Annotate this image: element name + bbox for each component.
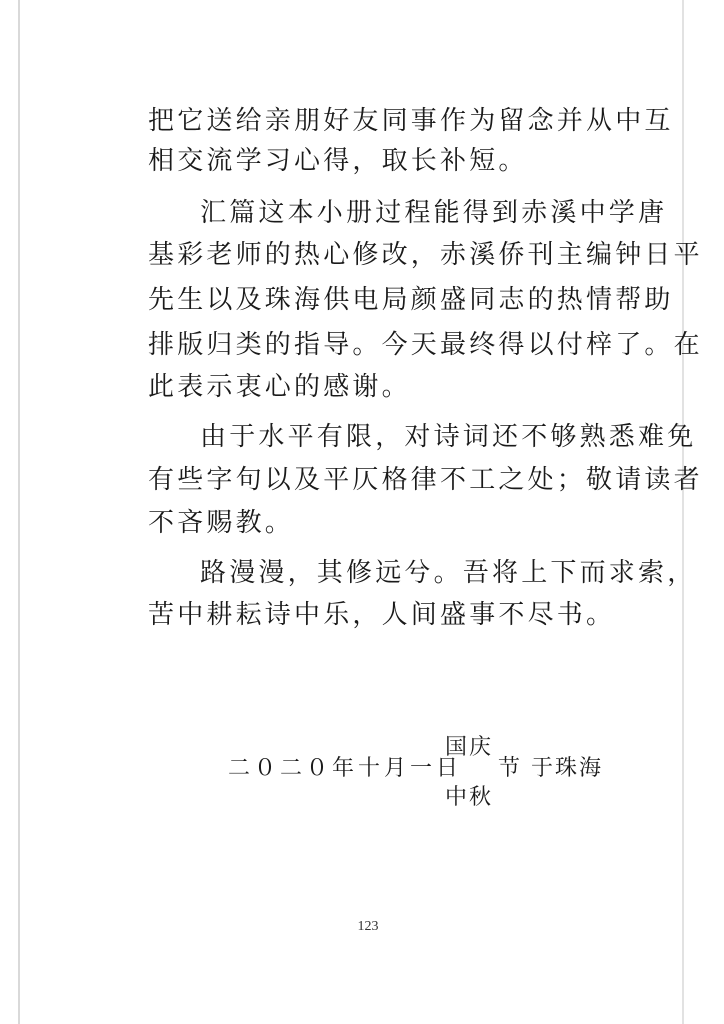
page-edge-left [18,0,20,1024]
body-line: 排版归类的指导。今天最终得以付梓了。在 [148,330,703,360]
body-line: 此表示衷心的感谢。 [148,372,411,402]
signature-date: 二０二０年十月一日 [228,756,463,781]
signature-festival-upper: 国庆 [445,735,494,760]
body-line: 苦中耕耘诗中乐，人间盛事不尽书。 [148,600,616,630]
body-line: 路漫漫，其修远兮。吾将上下而求索， [200,558,697,588]
body-line: 有些字句以及平仄格律不工之处；敬请读者 [148,465,703,495]
body-line: 汇篇这本小册过程能得到赤溪中学唐 [200,198,668,228]
body-line: 先生以及珠海供电局颜盛同志的热情帮助 [148,285,674,315]
body-line: 相交流学习心得，取长补短。 [148,146,528,176]
body-line: 不吝赐教。 [148,508,295,538]
body-line: 把它送给亲朋好友同事作为留念并从中互 [148,106,674,136]
page-number: 123 [357,919,379,934]
body-line: 由于水平有限，对诗词还不够熟悉难免 [200,422,697,452]
body-line: 基彩老师的热心修改，赤溪侨刊主编钟日平 [148,240,703,270]
signature-festival-lower: 中秋 [445,785,494,810]
signature-place: 节 于珠海 [498,756,603,781]
page-edge-right [682,0,684,1024]
